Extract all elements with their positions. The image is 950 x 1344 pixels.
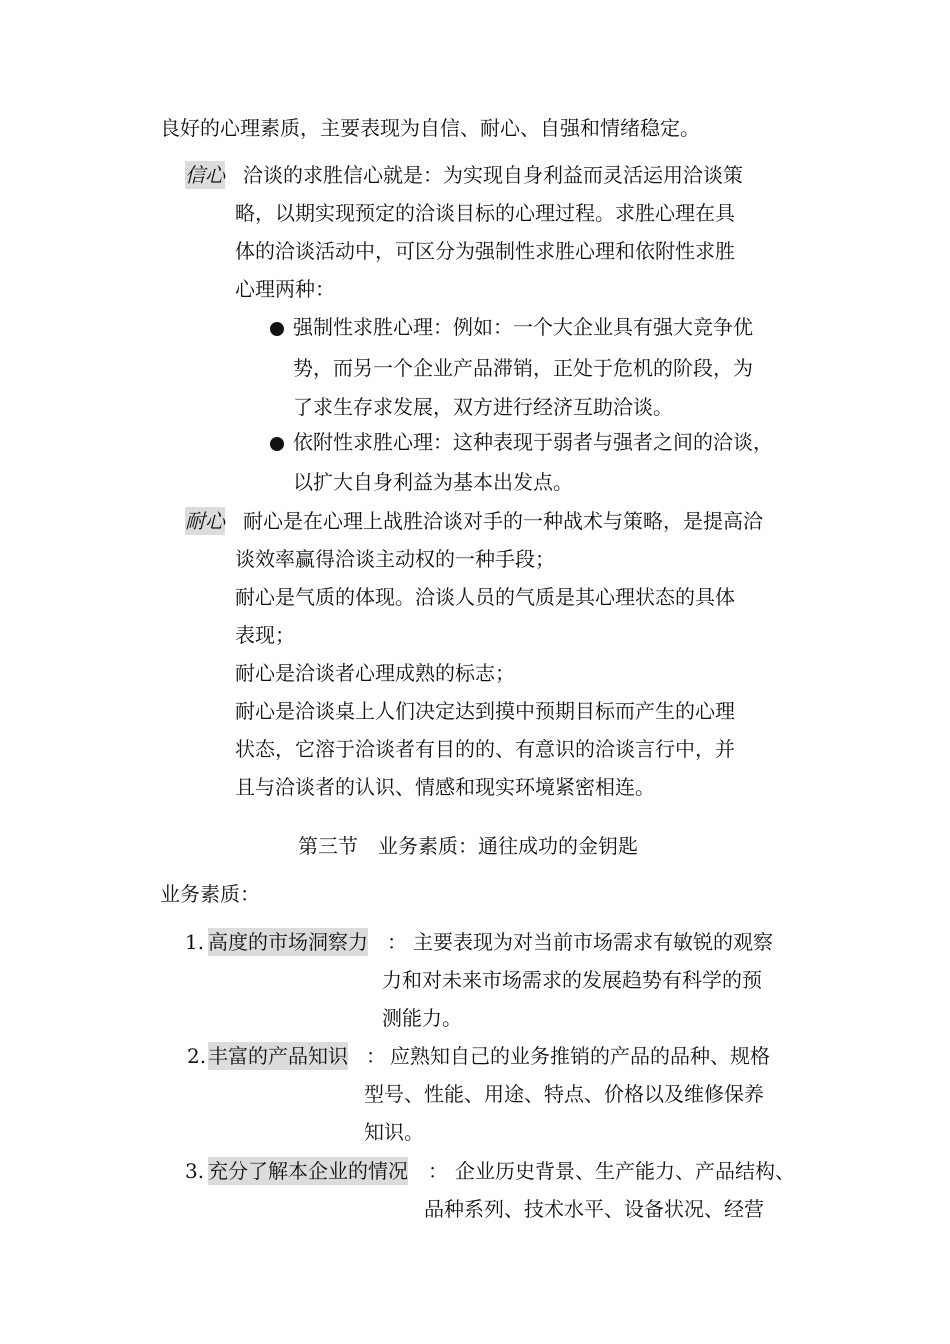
patience-line: 状态，它溶于洽谈者有目的的、有意识的洽谈言行中，并	[235, 737, 735, 761]
confidence-line: 心理两种：	[235, 277, 335, 301]
item-colon: ：	[387, 930, 407, 954]
bullet-dot-icon	[270, 437, 284, 451]
bullet-dot-icon	[270, 322, 284, 336]
section-title: 第三节 业务素质：通往成功的金钥匙	[298, 834, 638, 858]
item-line: 知识。	[364, 1120, 424, 1144]
item-line: 主要表现为对当前市场需求有敏锐的观察	[413, 930, 773, 954]
intro-paragraph: 良好的心理素质，主要表现为自信、耐心、自强和情绪稳定。	[160, 116, 700, 140]
item-number: 1.	[185, 930, 205, 954]
patience-line: 谈效率赢得洽谈主动权的一种手段；	[235, 547, 555, 571]
confidence-label: 信心	[185, 163, 225, 187]
patience-line: 且与洽谈者的认识、情感和现实环境紧密相连。	[235, 775, 655, 799]
bullet-line: 依附性求胜心理：这种表现于弱者与强者之间的洽谈，	[293, 430, 773, 454]
patience-line: 耐心是洽谈桌上人们决定达到摸中预期目标而产生的心理	[235, 699, 735, 723]
item-line: 测能力。	[382, 1006, 462, 1030]
confidence-line: 体的洽谈活动中，可区分为强制性求胜心理和依附性求胜	[235, 239, 735, 263]
bullet-line: 了求生存求发展，双方进行经济互助洽谈。	[293, 395, 673, 419]
confidence-line: 洽谈的求胜信心就是：为实现自身利益而灵活运用洽谈策	[243, 163, 743, 187]
item-line: 品种系列、技术水平、设备状况、经营	[424, 1197, 764, 1221]
patience-line: 耐心是在心理上战胜洽谈对手的一种战术与策略，是提高洽	[243, 509, 763, 533]
item-line: 力和对未来市场需求的发展趋势有科学的预	[382, 968, 762, 992]
patience-line: 耐心是气质的体现。洽谈人员的气质是其心理状态的具体	[235, 585, 735, 609]
item-colon: ：	[366, 1044, 386, 1068]
business-heading: 业务素质：	[160, 882, 260, 906]
item-line: 型号、性能、用途、特点、价格以及维修保养	[364, 1082, 764, 1106]
confidence-line: 略，以期实现预定的洽谈目标的心理过程。求胜心理在具	[235, 201, 735, 225]
item-term: 充分了解本企业的情况	[208, 1159, 408, 1183]
item-number: 2.	[187, 1044, 207, 1068]
bullet-line: 以扩大自身利益为基本出发点。	[293, 470, 573, 494]
bullet-line: 势，而另一个企业产品滞销，正处于危机的阶段，为	[293, 356, 753, 380]
item-number: 3.	[185, 1159, 205, 1183]
patience-line: 耐心是洽谈者心理成熟的标志；	[235, 661, 515, 685]
item-line: 应熟知自己的业务推销的产品的品种、规格	[390, 1044, 770, 1068]
bullet-line: 强制性求胜心理：例如：一个大企业具有强大竞争优	[293, 315, 753, 339]
item-term: 高度的市场洞察力	[208, 930, 368, 954]
patience-label: 耐心	[185, 509, 225, 533]
item-colon: ：	[428, 1159, 448, 1183]
patience-line: 表现；	[235, 623, 295, 647]
item-term: 丰富的产品知识	[208, 1044, 348, 1068]
item-line: 企业历史背景、生产能力、产品结构、	[455, 1159, 795, 1183]
